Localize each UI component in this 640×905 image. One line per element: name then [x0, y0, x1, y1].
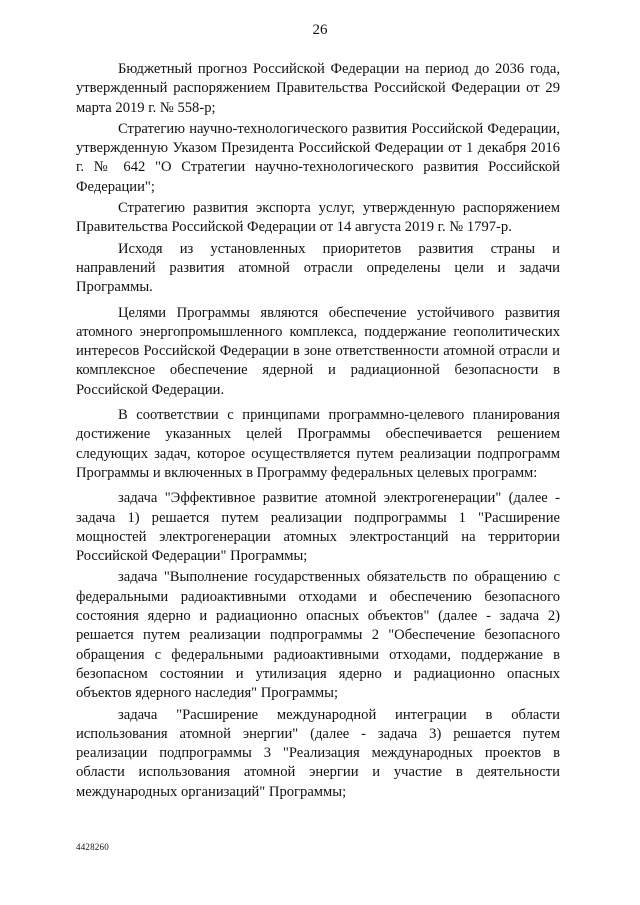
paragraph-goals-intro: Исходя из установленных приоритетов развития страны и направлений развития атомной отрасли определены цели и задачи Программы. [76, 240, 560, 296]
paragraph-sci-tech-strategy: Стратегию научно-технологического развития Российской Федерации, утвержденную Указом Президента Российской Федерации от 1 декабря 2016 г. № 642 "О Стратегии научно-технологического развития Российской Федерации"; [76, 120, 560, 195]
paragraph-export-strategy: Стратегию развития экспорта услуг, утвержденную распоряжением Правительства Российской Федерации от 14 августа 2019 г. № 1797-р. [76, 200, 560, 236]
paragraph-tasks-intro: В соответствии с принципами программно-целевого планирования достижение указанных целей Программы обеспечивается решением следующих задач, которое осуществляется путем реализации подпрограмм Программы и включенных в Программу федеральных целевых программ: [76, 407, 560, 481]
document-code: 4428260 [76, 842, 109, 852]
document-body [76, 60, 560, 804]
paragraph-task-1: задача "Эффективное развитие атомной электрогенерации" (далее - задача 1) решается путем реализации подпрограммы 1 "Расширение мощностей электрогенерации атомных электростанций на территории Российской Федерации" Программы; [76, 490, 560, 565]
page-number: 26 [312, 22, 328, 38]
paragraph-task-3: задача "Расширение международной интеграции в области использования атомной энергии" (далее - задача 3) решается путем реализации подпрограммы 3 "Реализация международных проектов в области использования атомной энергии и участие в деятельности международных организаций" Программы; [76, 706, 560, 800]
paragraph-budget-forecast: Бюджетный прогноз Российской Федерации на период до 2036 года, утвержденный распоряжением Правительства Российской Федерации от 29 марта 2019 г. № 558-р; [76, 61, 560, 116]
paragraph-task-2: задача "Выполнение государственных обязательств по обращению с федеральными радиоактивными отходами и обеспечению безопасного состояния ядерно и радиационно опасных объектов" (далее - задача 2) решается путем реализации подпрограммы 2 "Обеспечение безопасного обращения с федеральными радиоактивными отходами, поддержание в безопасном состоянии и утилизация ядерно и радиационно опасных объектов ядерного наследия" Программы; [76, 569, 560, 702]
paragraph-program-goals: Целями Программы являются обеспечение устойчивого развития атомного энергопромышленного комплекса, поддержание геополитических интересов Российской Федерации в зоне ответственности атомной отрасли и комплексное обеспечение ядерной и радиационной безопасности в Российской Федерации. [76, 304, 560, 398]
